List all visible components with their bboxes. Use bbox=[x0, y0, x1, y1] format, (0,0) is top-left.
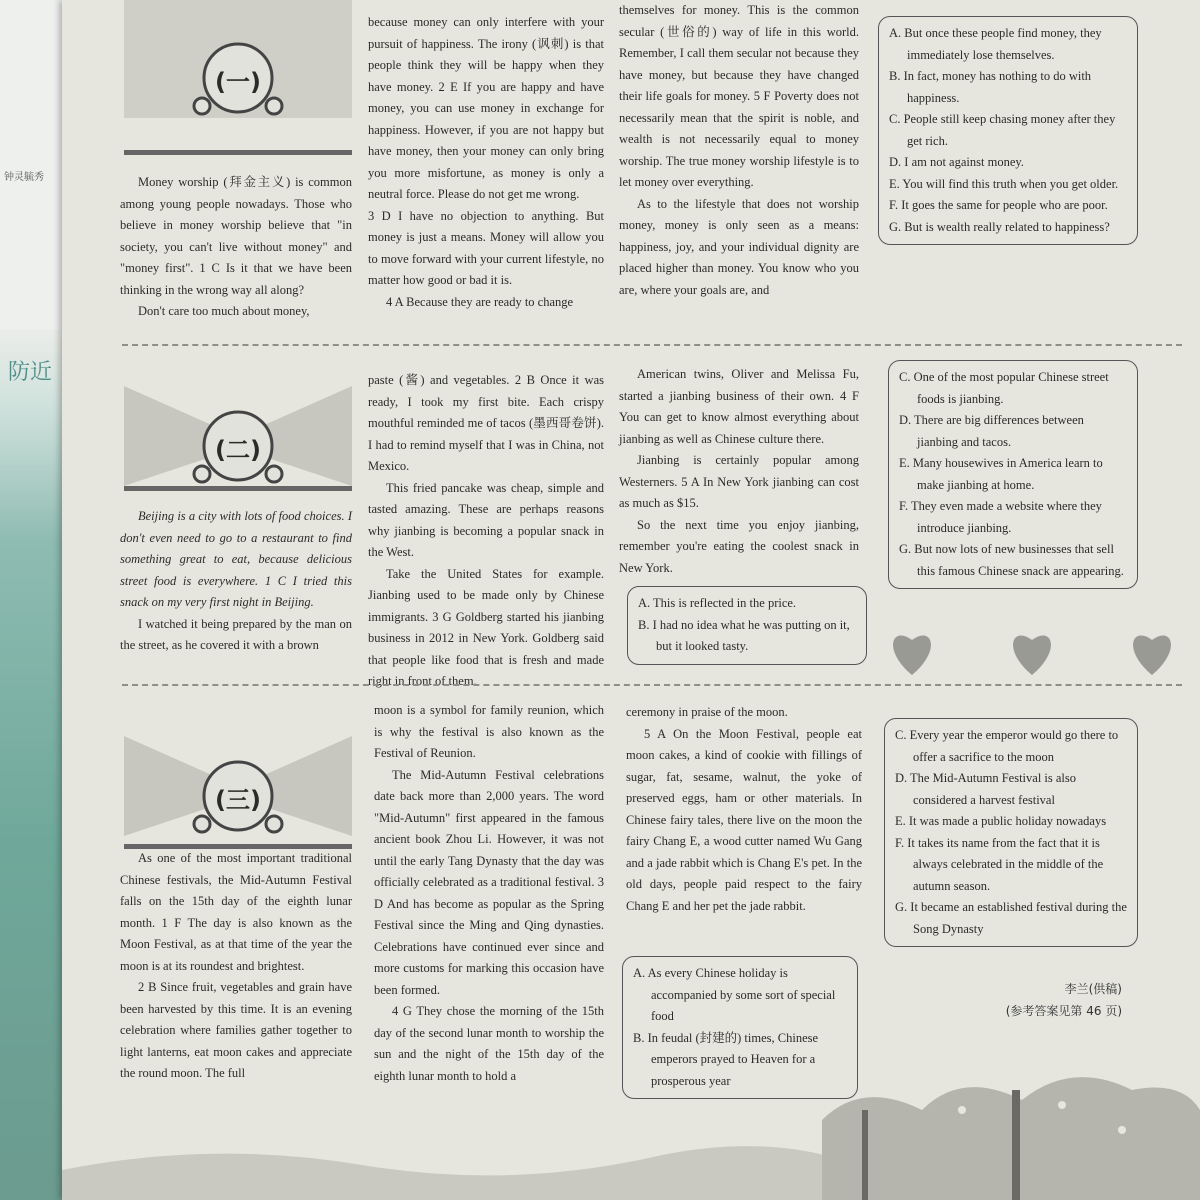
paragraph: So the next time you enjoy jianbing, remember you're eating the coolest snack in New York. bbox=[619, 517, 859, 575]
option-item: C. Every year the emperor would go there to offer a sacrifice to the moon bbox=[895, 728, 1119, 764]
options-box bbox=[878, 16, 1138, 245]
paragraph: Beijing is a city with lots of food choices. I don't even need to go to a restaurant to find something great to eat, because delicious street food is everywhere. 1 C I tried this snack on my very first night in Beijing. bbox=[120, 509, 352, 609]
option-item: C. People still keep chasing money after they get rich. bbox=[889, 112, 1116, 148]
section-divider bbox=[122, 344, 1182, 346]
section-number: (三) bbox=[215, 786, 261, 814]
option-item: B. In feudal (封建的) times, Chinese emperors prayed to Heaven for a prosperous year bbox=[633, 1030, 819, 1088]
banner-rule bbox=[124, 486, 352, 491]
option-item: F. It goes the same for people who are poor. bbox=[889, 198, 1108, 212]
paragraph: I watched it being prepared by the man on the street, as he covered it with a brown bbox=[120, 616, 352, 652]
paragraph: As to the lifestyle that does not worship money, money is only seen as a means: happiness, joy, and your individual dignity are placed higher than money. You know who you are, where your goals are, and bbox=[619, 196, 859, 297]
passage-column-3 bbox=[619, 0, 859, 301]
option-item: F. They even made a website where they introduce jianbing. bbox=[899, 499, 1102, 535]
option-item: D. There are big differences between jianbing and tacos. bbox=[899, 413, 1084, 449]
background-text: 钟灵毓秀 bbox=[4, 172, 44, 183]
banner-graphic bbox=[124, 0, 352, 118]
option-item: A. As every Chinese holiday is accompanied by some sort of special food bbox=[633, 966, 836, 1023]
paragraph: paste (酱) and vegetables. 2 B Once it was ready, I took my first bite. Each crispy mouthful reminded me of tacos (墨西哥卷饼). I had to remind myself that I was in China, not Mexico. bbox=[368, 373, 604, 473]
option-item: D. I am not against money. bbox=[889, 155, 1024, 169]
paragraph: 2 B Since fruit, vegetables and grain have been harvested by this time. It is an evening celebration where families gather together to light lanterns, eat moon cakes and appreciate the round moon. The full bbox=[120, 980, 352, 1080]
paragraph: American twins, Oliver and Melissa Fu, started a jianbing business of their own. 4 F You can get to know almost everything about jianbing as well as Chinese culture there. bbox=[619, 367, 859, 446]
paragraph: 4 A Because they are ready to change bbox=[386, 294, 574, 309]
paragraph: themselves for money. This is the common secular (世俗的) way of life in this world. Remember, I call them secular not because they have money, but because they have changed their life goals for money. 5 F Poverty does not necessarily mean that the spirit is noble, and wealth is not necessarily equal to money worship. The true money worship lifestyle is to let money over everything. bbox=[619, 3, 859, 189]
background-book bbox=[0, 0, 70, 1200]
passage-column-1 bbox=[120, 506, 352, 657]
option-item: B. In fact, money has nothing to do with happiness. bbox=[889, 69, 1092, 105]
option-item: F. It takes its name from the fact that it is always celebrated in the middle of the autumn season. bbox=[895, 835, 1104, 893]
option-item: D. The Mid-Autumn Festival is also considered a harvest festival bbox=[895, 771, 1077, 807]
option-item: C. One of the most popular Chinese street foods is jianbing. bbox=[899, 370, 1109, 406]
paragraph: 3 D I have no objection to anything. But money is just a means. Money will allow you to move forward with your current lifestyle, no matter how good or bad it is. bbox=[368, 208, 604, 287]
paragraph: 4 G They chose the morning of the 15th day of the second lunar month to worship the sun and the night of the 15th day of the eighth lunar month to hold a bbox=[374, 1004, 604, 1083]
paragraph: ceremony in praise of the moon. bbox=[626, 705, 788, 719]
passage-column-2 bbox=[368, 370, 604, 693]
paragraph: Jianbing is certainly popular among Westerners. 5 A In New York jianbing can cost as much as $15. bbox=[619, 453, 859, 510]
section-number: (一) bbox=[215, 68, 261, 96]
option-item: B. I had no idea what he was putting on it, but it looked tasty. bbox=[638, 617, 850, 653]
section-banner bbox=[124, 726, 352, 844]
passage-column-2 bbox=[368, 12, 604, 313]
paragraph: The Mid-Autumn Festival celebrations date back more than 2,000 years. The word "Mid-Autumn" first appeared in the famous ancient book Zhou Li. However, it was not until the early Tang Dynasty that the day was officially celebrated as a traditional festival. 3 D And has become as popular as the Spring Festival since the Ming and Qing dynasties. Celebrations have continued ever since and more customs for marking this occasion have been formed. bbox=[374, 767, 604, 997]
paragraph: moon is a symbol for family reunion, which is why the festival is also known as the Festival of Reunion. bbox=[374, 703, 604, 760]
passage-column-3 bbox=[619, 364, 859, 579]
paragraph: As one of the most important traditional Chinese festivals, the Mid-Autumn Festival falls on the 15th day of the eighth lunar month. 1 F The day is also known as the Moon Festival, as at that time of the year the moon is at its roundest and brightest. bbox=[120, 851, 352, 973]
option-item: E. Many housewives in America learn to make jianbing at home. bbox=[899, 456, 1103, 492]
section-divider bbox=[122, 684, 1182, 686]
paragraph: Take the United States for example. Jianbing used to be made only by Chinese immigrants. 3 G Goldberg started his jianbing business in 2012 in New York. Goldberg said that people like food that is fresh and made right in front of them. bbox=[368, 566, 604, 688]
option-item: G. But is wealth really related to happiness? bbox=[889, 219, 1110, 234]
paragraph: Don't care too much about money, bbox=[138, 304, 310, 318]
section-number: (二) bbox=[215, 436, 261, 464]
hearts-decoration bbox=[882, 620, 1182, 680]
passage-column-1 bbox=[120, 172, 352, 323]
passage-column-2 bbox=[374, 700, 604, 1087]
section-1 bbox=[62, 0, 1200, 332]
paragraph: because money can only interfere with your pursuit of happiness. The irony (讽刺) is that people think they will be happy when they have money. 2 E If you are happy and have money, you can use money in exchange for happiness. However, if you are not happy but have money, then your money can only bring you more misfortune, as money is only a neutral force. Please do not get me wrong. bbox=[368, 15, 604, 201]
option-item: G. It became an established festival during the Song Dynasty bbox=[895, 900, 1127, 936]
background-label: 防近 bbox=[8, 360, 53, 385]
paragraph: Money worship (拜金主义) is common among young people nowadays. Those who believe in money worship believe that "in society, you can't live without money" and "money first". 1 C Is it that we have been thinking in the wrong way all along? bbox=[120, 175, 352, 297]
option-item: G. But now lots of new businesses that sell this famous Chinese snack are appearing. bbox=[899, 542, 1124, 578]
banner-rule bbox=[124, 150, 352, 155]
options-box bbox=[888, 360, 1138, 589]
credit-author: 李兰(供稿) bbox=[1064, 982, 1122, 996]
options-box bbox=[627, 586, 867, 665]
section-banner bbox=[124, 0, 352, 118]
options-box bbox=[884, 718, 1138, 947]
answer-reference: (参考答案见第 46 页) bbox=[1005, 1004, 1122, 1018]
newspaper-page bbox=[62, 0, 1200, 1200]
background-paper bbox=[0, 0, 70, 330]
section-banner bbox=[124, 376, 352, 494]
paragraph: 5 A On the Moon Festival, people eat moon cakes, a kind of cookie with fillings of sugar, fat, sesame, walnut, the yoke of preserved eggs, ham or other materials. In Chinese fairy tales, there live on the moon the fairy Chang E, a wood cutter named Wu Gang and a jade rabbit which is Chang E's pet. In the old days, people paid respect to the fairy Chang E and her pet the jade rabbit. bbox=[626, 726, 862, 913]
scenery-illustration bbox=[62, 1050, 1200, 1200]
paragraph: This fried pancake was cheap, simple and tasted amazing. These are perhaps reasons why jianbing is becoming a popular snack in the West. bbox=[368, 480, 604, 559]
option-item: E. It was made a public holiday nowadays bbox=[895, 814, 1107, 828]
passage-column-3 bbox=[626, 702, 862, 917]
option-item: A. This is reflected in the price. bbox=[638, 596, 797, 610]
option-item: A. But once these people find money, they immediately lose themselves. bbox=[889, 26, 1102, 62]
option-item: E. You will find this truth when you get older. bbox=[889, 176, 1119, 191]
